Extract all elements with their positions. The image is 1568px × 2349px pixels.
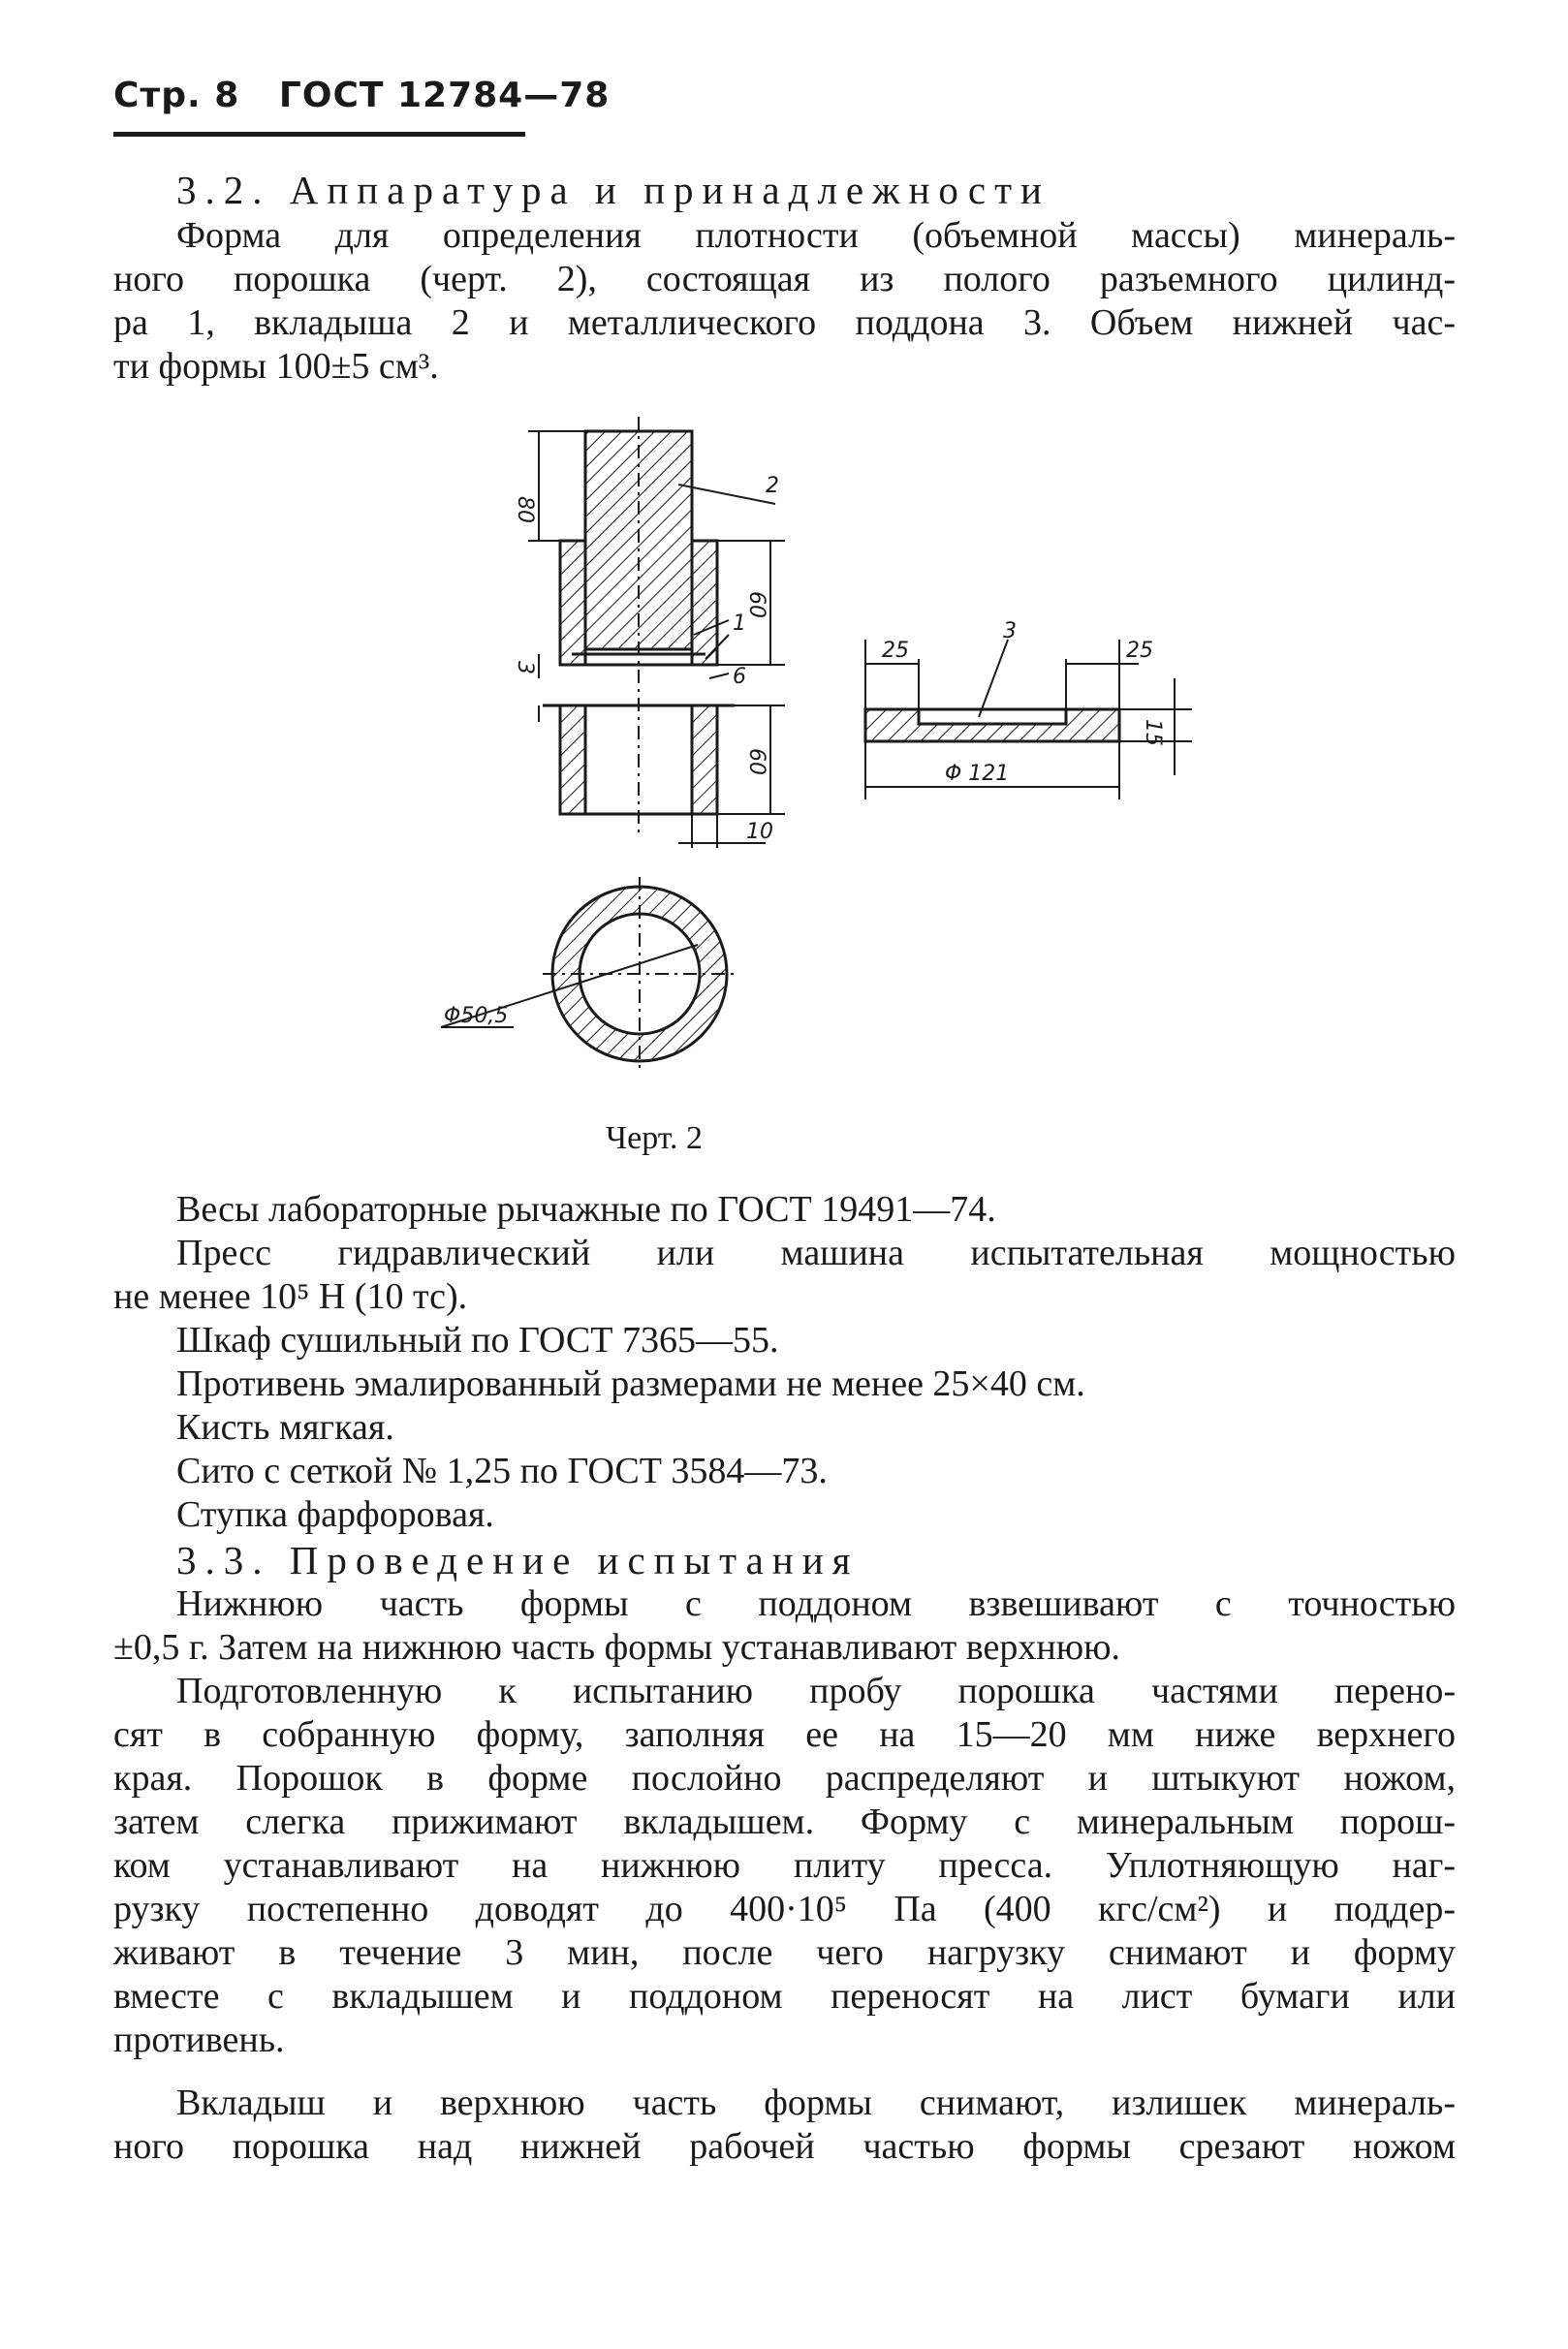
- text-line: Вкладыш и верхнюю часть формы снимают, излишек минераль-: [176, 2083, 1456, 2123]
- equipment-item: не менее 10⁵ Н (10 тс).: [113, 1276, 468, 1317]
- text-line: противень.: [113, 2020, 285, 2060]
- equipment-item: Весы лабораторные рычажные по ГОСТ 19491—74.: [176, 1189, 996, 1230]
- equipment-item: Шкаф сушильный по ГОСТ 7365—55.: [176, 1320, 779, 1361]
- text-line: затем слегка прижимают вкладышем. Форму с минеральным порош-: [113, 1801, 1456, 1842]
- text-line: Форма для определения плотности (объемной массы) минераль-: [176, 215, 1456, 256]
- text-line: Нижнюю часть формы с поддоном взвешивают с точностью: [176, 1583, 1456, 1624]
- text-line: края. Порошок в форме послойно распределяют и штыкуют ножом,: [113, 1758, 1456, 1799]
- label-dim-121: Φ 121: [945, 762, 1010, 786]
- label-dim-10: 10: [746, 820, 773, 844]
- text-line: ком устанавливают на нижнюю плиту пресса. Уплотняющую наг-: [113, 1845, 1456, 1886]
- section-3-3-para1-rest: [113, 1626, 1456, 1670]
- label-dim-3: 3: [513, 661, 537, 674]
- section-3-2-title: 3.2. Аппаратура и принадлежности: [176, 168, 1051, 212]
- section-3-3-para3-rest: [113, 2125, 1456, 2169]
- text-line: Подготовленную к испытанию пробу порошка частями перено-: [176, 1671, 1456, 1711]
- text-line: рузку постепенно доводят до 400·10⁵ Па (400 кгс/см²) и поддер-: [113, 1889, 1456, 1929]
- label-dim-25-right: 25: [1126, 639, 1153, 663]
- text-line: живают в течение 3 мин, после чего нагрузку снимают и форму: [113, 1932, 1456, 1973]
- text-line: ного порошка (черт. 2), состоящая из полого разъемного цилинд-: [113, 259, 1456, 299]
- text-line: ±0,5 г. Затем на нижнюю часть формы устанавливают верхнюю.: [113, 1627, 1120, 1668]
- text-line: сят в собранную форму, заполняя ее на 15—20 мм ниже верхнего: [113, 1714, 1456, 1755]
- section-3-3-para1-first: [176, 1582, 1456, 1626]
- figure-drawing: [0, 0, 1568, 1095]
- label-part-3: 3: [1003, 619, 1017, 643]
- text-line: ти формы 100±5 см³.: [113, 346, 439, 387]
- upper-cylinder-right-wall: [692, 541, 717, 665]
- figure-caption: Черт. 2: [606, 1120, 704, 1156]
- section-3-3-title: 3.3. Проведение испытания: [176, 1538, 860, 1582]
- page-number: Стр. 8: [113, 76, 240, 115]
- upper-cylinder-left-wall: [560, 541, 585, 665]
- label-dim-15: 15: [1141, 719, 1165, 746]
- label-dim-50-5: Φ50,5: [444, 1004, 509, 1028]
- section-3-3-para2-first: [176, 1670, 1456, 1713]
- text-line: Пресс гидравлический или машина испытательная мощностью: [176, 1233, 1456, 1273]
- lower-cylinder-left-wall: [560, 705, 585, 814]
- equipment-item: Противень эмалированный размерами не менее 25×40 см.: [176, 1363, 1085, 1404]
- equipment-item: Ступка фарфоровая.: [176, 1494, 494, 1535]
- equipment-item: Сито с сеткой № 1,25 по ГОСТ 3584—73.: [176, 1451, 828, 1491]
- text-line: ного порошка над нижней рабочей частью формы срезают ножом: [113, 2126, 1456, 2167]
- label-part-2: 2: [766, 474, 779, 498]
- section-3-3-para3-first: [176, 2082, 1456, 2125]
- label-dim-80: 80: [513, 496, 537, 523]
- label-dim-6: 6: [733, 665, 746, 689]
- label-dim-60-bottom: 60: [744, 748, 768, 775]
- label-part-1: 1: [733, 611, 746, 636]
- label-dim-25-left: 25: [882, 639, 909, 663]
- lower-cylinder-right-wall: [692, 705, 717, 814]
- standard-number: ГОСТ 12784—78: [278, 76, 611, 115]
- equipment-item-press: [176, 1232, 1456, 1275]
- text-line: ра 1, вкладыша 2 и металлического поддона 3. Объем нижней час-: [113, 302, 1456, 343]
- section-3-3-para2-rest: [113, 1713, 1456, 2062]
- label-dim-60-top: 60: [744, 591, 768, 618]
- text-line: вместе с вкладышем и поддоном переносят на лист бумаги или: [113, 1976, 1456, 2017]
- equipment-item: Кисть мягкая.: [176, 1407, 394, 1448]
